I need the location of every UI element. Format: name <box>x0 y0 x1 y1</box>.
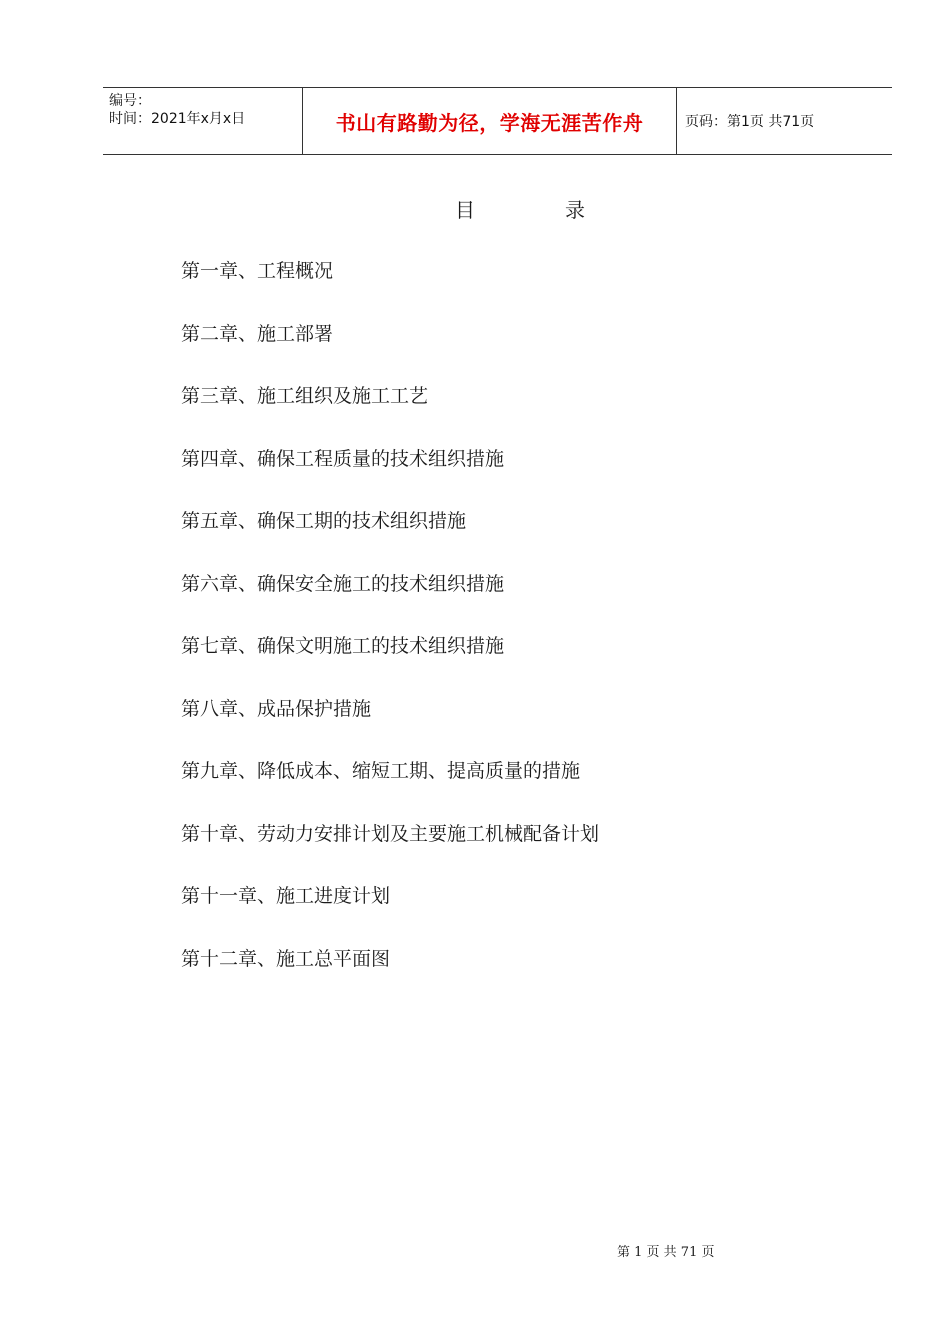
toc-list <box>181 258 599 1008</box>
toc-item: 第二章、施工部署 <box>181 322 334 345</box>
toc-item: 第十一章、施工进度计划 <box>181 885 391 907</box>
toc-title-part1: 目 <box>455 198 475 222</box>
serial-label: 编号： <box>109 93 151 109</box>
toc-item: 第十章、劳动力安排计划及主要施工机械配备计划 <box>181 822 600 845</box>
header-motto: 书山有路勤为径，学海无涯苦作舟 <box>303 88 677 154</box>
toc-item: 第七章、确保文明施工的技术组织措施 <box>181 635 505 657</box>
toc-item: 第五章、确保工期的技术组织措施 <box>181 510 467 532</box>
toc-item: 第十二章、施工总平面图 <box>181 947 391 970</box>
toc-title-part2: 录 <box>565 198 585 222</box>
toc-item: 第八章、成品保护措施 <box>181 697 372 720</box>
page-header <box>103 87 892 155</box>
header-page-info: 页码：第1页 共71页 <box>685 114 815 130</box>
footer-page-number: 第 1 页 共 71 页 <box>617 1245 715 1260</box>
toc-item: 第四章、确保工程质量的技术组织措施 <box>181 447 505 470</box>
toc-item: 第一章、工程概况 <box>181 260 334 282</box>
header-meta <box>103 88 303 154</box>
time-label: 时间：2021年x月x日 <box>109 111 246 127</box>
toc-item: 第九章、降低成本、缩短工期、提高质量的措施 <box>181 760 581 782</box>
toc-item: 第三章、施工组织及施工工艺 <box>181 385 429 407</box>
toc-item: 第六章、确保安全施工的技术组织措施 <box>181 572 505 595</box>
